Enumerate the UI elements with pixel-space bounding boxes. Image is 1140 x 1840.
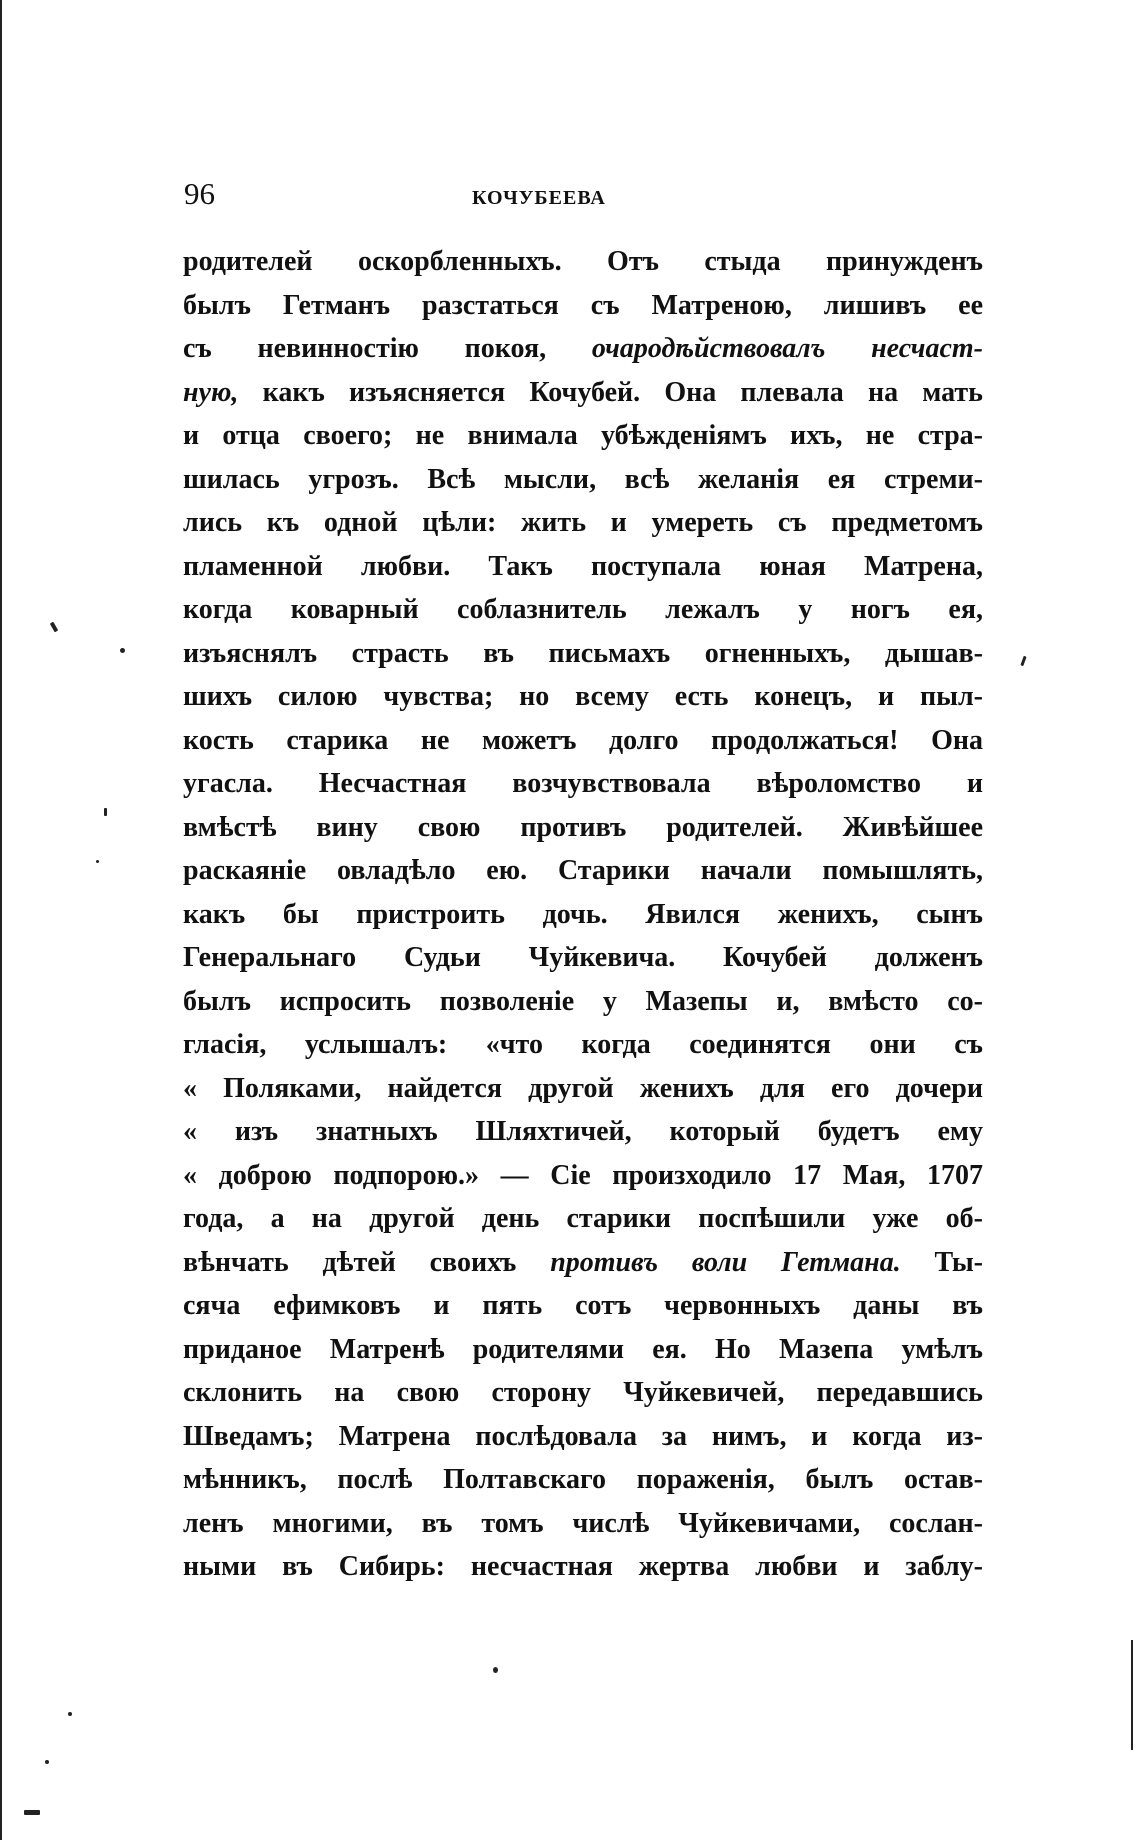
italic-phrase: ную, xyxy=(183,376,239,408)
text-line xyxy=(183,371,983,415)
scan-speck xyxy=(68,1712,72,1716)
italic-phrase: очародѣйствовалъ несчаст- xyxy=(591,333,983,364)
scan-speck xyxy=(120,648,125,653)
text-line: приданое Матренѣ родителями ея. Но Мазепа умѣлъ xyxy=(183,1333,983,1365)
text-line: когда коварный соблазнитель лежалъ у ногъ ея, xyxy=(183,594,983,625)
text-line: сяча ефимковъ и пять сотъ червонныхъ даны въ xyxy=(183,1290,983,1321)
scan-speck xyxy=(104,808,107,816)
text-line: былъ Гетманъ разстаться съ Матреною, лишивъ ее xyxy=(183,289,983,321)
text-segment: Ты- xyxy=(934,1246,983,1278)
text-line: раскаяніе овладѣло ею. Старики начали помышлять, xyxy=(183,855,983,886)
scan-speck xyxy=(493,1667,498,1673)
text-line: склонить на свою сторону Чуйкевичей, передавшись xyxy=(183,1377,983,1408)
text-line: Генеральнаго Судьи Чуйкевича. Кочубей долженъ xyxy=(183,942,983,973)
text-line: шихъ силою чувства; но всему есть конецъ, и пыл- xyxy=(183,681,983,712)
text-segment: вѣнчать дѣтей своихъ xyxy=(183,1246,517,1278)
text-line: вмѣстѣ вину свою противъ родителей. Живѣйшее xyxy=(183,811,983,843)
page-left-edge xyxy=(0,0,2,1840)
text-line xyxy=(183,1241,983,1285)
text-line: « изъ знатныхъ Шляхтичей, который будетъ ему xyxy=(183,1116,983,1147)
text-line: ными въ Сибирь: несчастная жертва любви и заблу- xyxy=(183,1551,983,1582)
scan-speck xyxy=(1020,656,1026,666)
text-line: « доброю подпорою.» — Сіе произходило 17 Мая, 1707 xyxy=(183,1159,983,1191)
page-header xyxy=(184,178,984,234)
body-text xyxy=(183,240,983,1589)
scan-speck xyxy=(45,1760,49,1764)
text-line: ленъ многими, въ томъ числѣ Чуйкевичами, сослан- xyxy=(183,1507,983,1539)
text-line: « Поляками, найдется другой женихъ для его дочери xyxy=(183,1072,983,1104)
text-segment: какъ изъясняется Кочубей. Она плевала на мать xyxy=(262,376,983,408)
text-line: и отца своего; не внимала убѣжденіямъ ихъ, не стра- xyxy=(183,420,983,451)
text-line: лись къ одной цѣли: жить и умереть съ предметомъ xyxy=(183,507,983,538)
scan-speck xyxy=(24,1810,40,1815)
text-line: родителей оскорбленныхъ. Отъ стыда принужденъ xyxy=(183,246,983,277)
scan-speck xyxy=(50,622,58,633)
text-line: кость старика не можетъ долго продолжаться! Она xyxy=(183,724,983,756)
text-line xyxy=(183,327,983,371)
text-line: былъ испросить позволеніе у Мазепы и, вмѣсто со- xyxy=(183,985,983,1017)
scan-speck xyxy=(96,860,99,863)
running-title: КОЧУБЕЕВА xyxy=(472,187,606,209)
text-line: изъяснялъ страсть въ письмахъ огненныхъ, дышав- xyxy=(183,637,983,669)
scan-speck xyxy=(1131,1640,1133,1750)
page-number: 96 xyxy=(184,176,215,211)
text-line: пламенной любви. Такъ поступала юная Матрена, xyxy=(183,550,983,582)
text-line: какъ бы пристроить дочь. Явился женихъ, сынъ xyxy=(183,898,983,930)
text-line: года, а на другой день старики поспѣшили уже об- xyxy=(183,1203,983,1234)
text-line: Шведамъ; Матрена послѣдовала за нимъ, и когда из- xyxy=(183,1420,983,1452)
italic-phrase: противъ воли Гетмана. xyxy=(550,1246,901,1278)
text-line: угасла. Несчастная возчувствовала вѣроломство и xyxy=(183,768,983,799)
text-line: гласія, услышалъ: «что когда соединятся они съ xyxy=(183,1029,983,1060)
text-line: мѣнникъ, послѣ Полтавскаго пораженія, былъ остав- xyxy=(183,1464,983,1495)
text-segment: съ невинностію покоя, xyxy=(183,333,547,364)
text-line: шилась угрозъ. Всѣ мысли, всѣ желанія ея стреми- xyxy=(183,463,983,495)
